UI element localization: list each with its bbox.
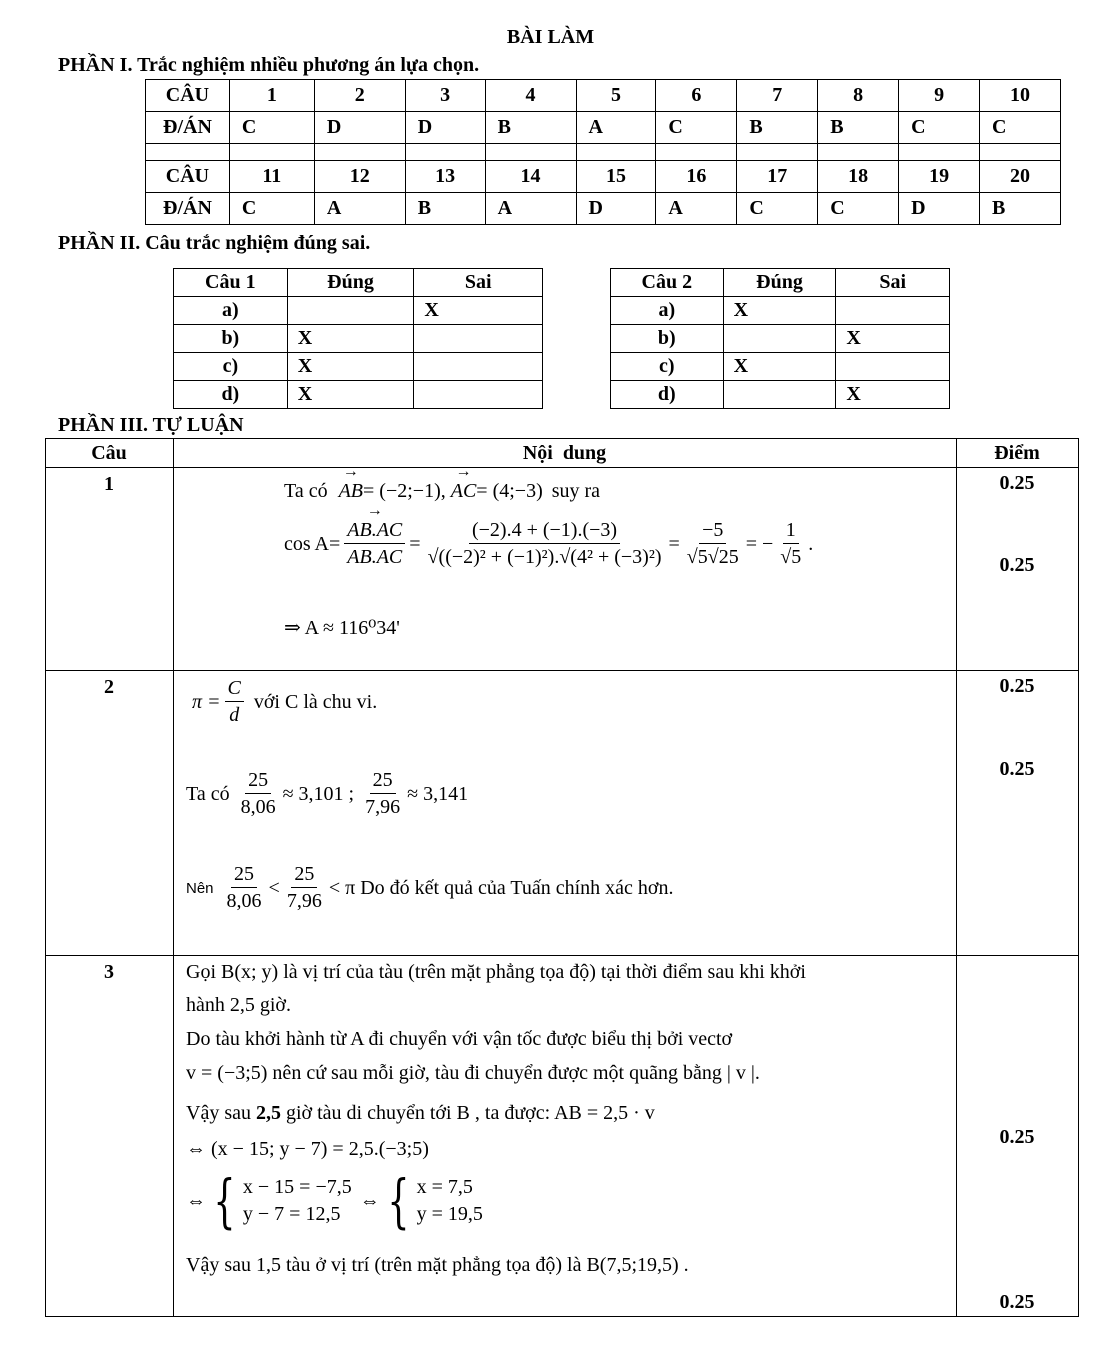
q3-text: giờ tàu di chuyển tới B , ta được: AB = 2,5 · v xyxy=(280,1102,655,1124)
vector-ac: → AC xyxy=(451,480,477,503)
fraction-denominator: 8,06 xyxy=(240,796,276,818)
fraction-denominator: 8,06 xyxy=(226,890,262,912)
answer-cell: D xyxy=(405,112,485,144)
fraction xyxy=(362,770,403,818)
q1-ab-value: = (−2;−1), xyxy=(363,480,446,502)
q3-line: Do tàu khởi hành từ A đi chuyển với vận tốc được biểu thị bởi vectơ xyxy=(186,1028,733,1050)
question-label: CÂU xyxy=(146,80,230,112)
true-false-table-1 xyxy=(173,268,543,409)
score-value: 0.25 xyxy=(999,675,1035,697)
fraction-numerator: C xyxy=(225,678,244,702)
answer-cell: C xyxy=(818,193,899,225)
essay-question-number: 1 xyxy=(104,473,114,495)
tf-false-cell xyxy=(414,381,543,409)
score-value: 0.25 xyxy=(999,1126,1035,1148)
tf-false-cell: X xyxy=(836,325,950,353)
part1-heading: PHẦN I. Trắc nghiệm nhiều phương án lựa chọn. xyxy=(58,54,480,76)
q1-result: ⇒ A ≈ 116⁰34' xyxy=(284,617,400,639)
question-number: 12 xyxy=(314,161,405,193)
tf-col-true: Đúng xyxy=(723,269,836,297)
tf-row xyxy=(611,353,950,381)
answer-cell: B xyxy=(818,112,899,144)
question-number: 1 xyxy=(229,80,314,112)
question-label: CÂU xyxy=(146,161,230,193)
essay-col-content: Nội dung xyxy=(522,442,607,464)
approx-value: ≈ 3,101 ; xyxy=(282,782,355,805)
answer-cell: C xyxy=(229,112,314,144)
tf-row xyxy=(611,381,950,409)
answer-cell: C xyxy=(656,112,737,144)
equation: x − 15 = −7,5 xyxy=(242,1176,352,1198)
tf-true-cell xyxy=(723,381,836,409)
tf-true-cell xyxy=(723,325,836,353)
conclusion-text: < π Do đó kết quả của Tuấn chính xác hơn. xyxy=(328,876,674,899)
q3-line: Vậy sau 1,5 tàu ở vị trí (trên mặt phẳng tọa độ) là B(7,5;19,5) . xyxy=(186,1254,689,1276)
true-false-table-2 xyxy=(610,268,950,409)
question-number: 13 xyxy=(405,161,485,193)
answer-cell: B xyxy=(980,193,1061,225)
tf-true-cell: X xyxy=(287,325,414,353)
tf-true-cell: X xyxy=(723,353,836,381)
tf-true-cell: X xyxy=(287,353,414,381)
equation: y = 19,5 xyxy=(416,1203,483,1225)
answer-cell: B xyxy=(405,193,485,225)
question-number: 7 xyxy=(737,80,818,112)
q3-line: v = (−3;5) nên cứ sau mỗi giờ, tàu đi chuyển được một quãng bằng | v |. xyxy=(186,1062,760,1084)
tf-row xyxy=(174,381,543,409)
q3-line: ⇔ (x − 15; y − 7) = 2,5.(−3;5) xyxy=(186,1138,429,1160)
question-number: 17 xyxy=(737,161,818,193)
tf-col-false: Sai xyxy=(836,269,950,297)
question-number: 6 xyxy=(656,80,737,112)
answer-cell: C xyxy=(899,112,980,144)
q3-line: hành 2,5 giờ. xyxy=(186,994,292,1016)
fraction-denominator: AB.AC xyxy=(347,546,403,568)
fraction-numerator: (−2).4 + (−1).(−3) xyxy=(469,520,620,544)
fraction xyxy=(684,520,742,568)
q1-cos-formula: cos A= → $\frac{AB.AC}{AB.AC}$ = $\frac{(-2).4 + (-1).(-3)}{\text{√((−2)² + (−1)²).√(4² + (−3)²)}}$ = $\frac{-5}{√5√25}$ = − $\frac{1}{√5}$ . xyxy=(284,520,813,568)
q2-conclusion: Nên $\frac{25}{8,06}$ < $\frac{25}{7,96}$ < π Do đó kết quả của Tuấn chính xác hơn. xyxy=(186,863,674,912)
tf-row xyxy=(611,297,950,325)
tf-row xyxy=(611,325,950,353)
tf-true-cell: X xyxy=(287,381,414,409)
fraction-numerator: 25 xyxy=(245,770,271,794)
brace-icon: { xyxy=(387,1167,410,1235)
pi-equals: π = xyxy=(192,690,221,713)
question-number: 20 xyxy=(980,161,1061,193)
tf-header-row xyxy=(611,269,950,297)
page-title: BÀI LÀM xyxy=(506,26,595,48)
answer-cell: A xyxy=(485,193,576,225)
question-number: 19 xyxy=(899,161,980,193)
essay-col-score: Điểm xyxy=(994,442,1040,464)
q3-system: ⇔ { x − 15 = −7,5 y − 7 = 12,5 ⇔ { x = 7,5 y = 19,5 xyxy=(186,1167,483,1235)
answer-cell: B xyxy=(737,112,818,144)
fraction-denominator: 7,96 xyxy=(286,890,322,912)
part3-heading: PHẦN III. TỰ LUẬN xyxy=(58,414,244,436)
score-value: 0.25 xyxy=(999,758,1035,780)
tf-question-label: Câu 1 xyxy=(174,269,288,297)
essay-col-question: Câu xyxy=(91,442,127,464)
answer-row-1 xyxy=(146,112,1061,144)
fraction xyxy=(284,864,325,912)
tf-row xyxy=(174,353,543,381)
vector-ab: → AB xyxy=(339,480,363,503)
q3-bold-value: 2,5 xyxy=(255,1102,281,1124)
answer-cell: A xyxy=(314,193,405,225)
question-number: 5 xyxy=(576,80,656,112)
fraction-denominator: 7,96 xyxy=(365,796,401,818)
score-value: 0.25 xyxy=(999,472,1035,494)
tf-false-cell: X xyxy=(414,297,543,325)
tf-question-label: Câu 2 xyxy=(611,269,724,297)
answer-cell: B xyxy=(485,112,576,144)
answer-cell: C xyxy=(980,112,1061,144)
q3-line xyxy=(186,1102,655,1125)
question-number: 9 xyxy=(899,80,980,112)
question-row-1 xyxy=(146,80,1061,112)
question-number: 14 xyxy=(485,161,576,193)
essay-question-number: 3 xyxy=(104,961,114,983)
fraction xyxy=(777,520,804,568)
pi-description: với C là chu vi. xyxy=(253,690,378,713)
question-number: 3 xyxy=(405,80,485,112)
fraction-denominator: √5 xyxy=(780,546,802,568)
answer-label: Đ/ÁN xyxy=(146,112,230,144)
tf-false-cell xyxy=(414,325,543,353)
tf-item: a) xyxy=(611,297,724,325)
q1-suffix: suy ra xyxy=(551,480,601,502)
q2-prefix: Ta có xyxy=(186,782,230,805)
tf-false-cell xyxy=(836,353,950,381)
answer-label: Đ/ÁN xyxy=(146,193,230,225)
question-number: 2 xyxy=(314,80,405,112)
multiple-choice-table xyxy=(145,79,1061,225)
question-number: 10 xyxy=(980,80,1061,112)
question-number: 11 xyxy=(229,161,314,193)
fraction xyxy=(238,770,279,818)
fraction-numerator: → AB.AC xyxy=(344,520,405,544)
q1-line1 xyxy=(284,480,600,503)
answer-cell: C xyxy=(229,193,314,225)
tf-item: b) xyxy=(174,325,288,353)
q2-pi-definition xyxy=(192,678,377,726)
equation-system xyxy=(417,1174,483,1228)
fraction xyxy=(425,520,665,568)
tf-item: d) xyxy=(174,381,288,409)
question-number: 8 xyxy=(818,80,899,112)
fraction xyxy=(225,678,244,726)
tf-item: c) xyxy=(174,353,288,381)
tf-item: a) xyxy=(174,297,288,325)
tf-true-cell xyxy=(287,297,414,325)
q2-nen: Nên xyxy=(186,879,214,897)
equation: y − 7 = 12,5 xyxy=(242,1203,341,1225)
q2-approx xyxy=(186,770,468,818)
approx-value: ≈ 3,141 xyxy=(407,782,469,805)
tf-false-cell xyxy=(836,297,950,325)
tf-row xyxy=(174,325,543,353)
tf-item: b) xyxy=(611,325,724,353)
question-row-2 xyxy=(146,161,1061,193)
answer-cell: D xyxy=(899,193,980,225)
fraction-numerator: 25 xyxy=(291,864,317,888)
tf-item: c) xyxy=(611,353,724,381)
fraction-numerator: −5 xyxy=(699,520,726,544)
fraction xyxy=(344,520,405,568)
question-number: 4 xyxy=(485,80,576,112)
answer-cell: D xyxy=(576,193,656,225)
table-gap-row xyxy=(146,144,1061,161)
answer-row-2 xyxy=(146,193,1061,225)
score-value: 0.25 xyxy=(999,554,1035,576)
equation: x = 7,5 xyxy=(416,1176,473,1198)
fraction-denominator: √((−2)² + (−1)²).√(4² + (−3)²) xyxy=(427,546,662,568)
answer-cell: C xyxy=(737,193,818,225)
fraction-numerator: 1 xyxy=(783,520,799,544)
equation-system xyxy=(243,1174,352,1228)
tf-col-true: Đúng xyxy=(287,269,414,297)
tf-false-cell xyxy=(414,353,543,381)
tf-row xyxy=(174,297,543,325)
fraction-denominator: d xyxy=(229,704,240,726)
fraction-numerator: 25 xyxy=(370,770,396,794)
fraction xyxy=(224,864,265,912)
tf-col-false: Sai xyxy=(414,269,543,297)
essay-question-number: 2 xyxy=(104,676,114,698)
brace-icon: { xyxy=(213,1167,236,1235)
tf-item: d) xyxy=(611,381,724,409)
score-value: 0.25 xyxy=(999,1291,1035,1313)
tf-header-row xyxy=(174,269,543,297)
question-number: 16 xyxy=(656,161,737,193)
q1-ac-value: = (4;−3) xyxy=(476,480,543,502)
q3-text: Vậy sau xyxy=(186,1102,256,1124)
answer-cell: A xyxy=(576,112,656,144)
tf-false-cell: X xyxy=(836,381,950,409)
fraction-denominator: √5√25 xyxy=(686,546,739,568)
tf-true-cell: X xyxy=(723,297,836,325)
fraction-numerator: 25 xyxy=(231,864,257,888)
q1-prefix: Ta có xyxy=(284,480,328,502)
cos-lhs: cos A= xyxy=(284,532,341,555)
answer-cell: A xyxy=(656,193,737,225)
question-number: 15 xyxy=(576,161,656,193)
q3-line: Gọi B(x; y) là vị trí của tàu (trên mặt phẳng tọa độ) tại thời điểm sau khi khởi xyxy=(186,961,806,983)
question-number: 18 xyxy=(818,161,899,193)
answer-cell: D xyxy=(314,112,405,144)
part2-heading: PHẦN II. Câu trắc nghiệm đúng sai. xyxy=(58,232,371,254)
